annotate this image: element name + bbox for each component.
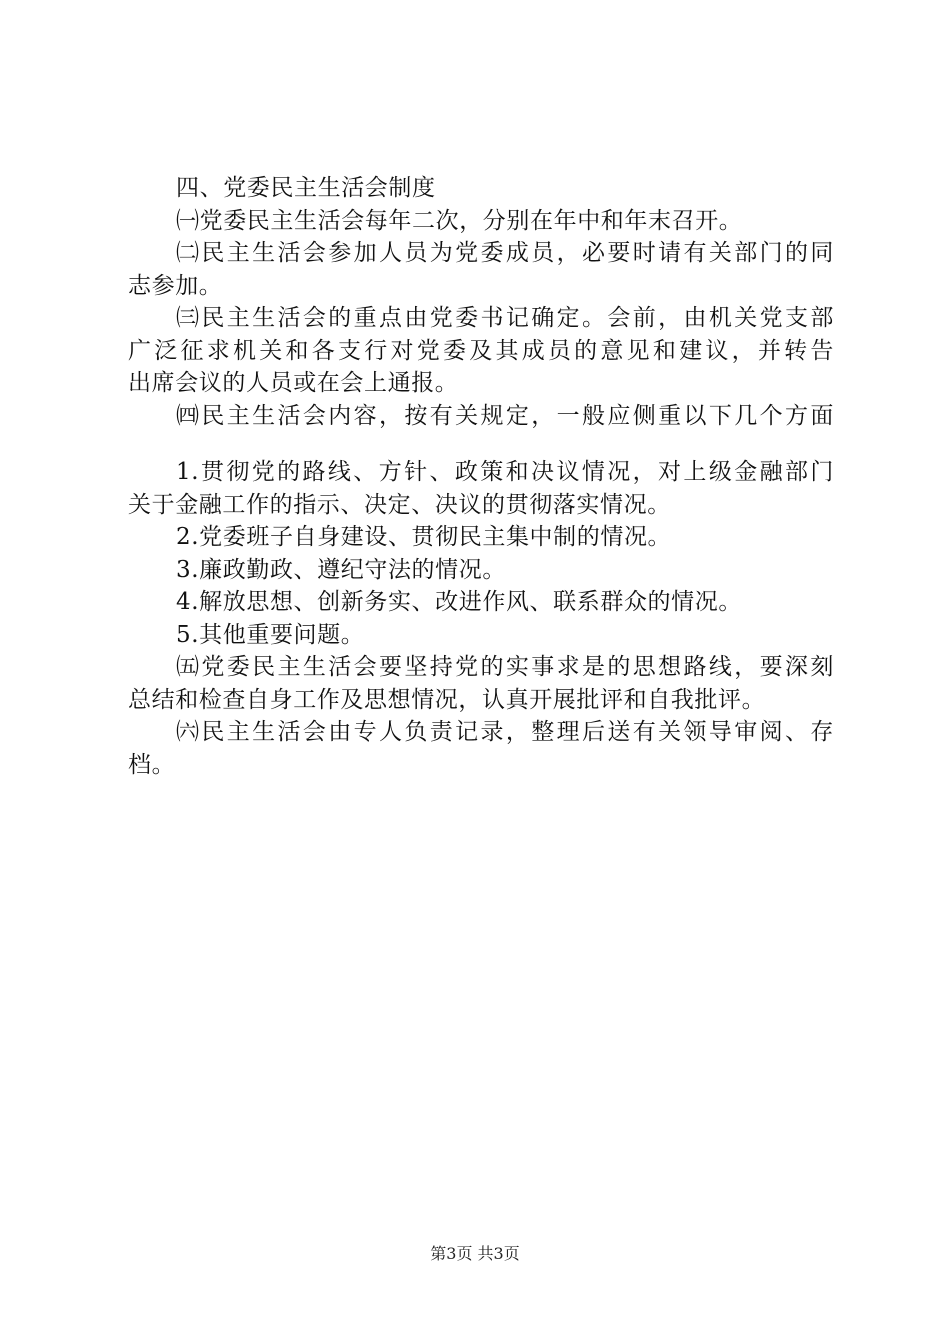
paragraph-line: 出席会议的人员或在会上通报。 <box>128 370 459 396</box>
paragraph-line: ㈢民主生活会的重点由党委书记确定。会前，由机关党支部 <box>176 305 834 331</box>
paragraph-line: ㈣民主生活会内容，按有关规定，一般应侧重以下几个方面 <box>176 402 834 429</box>
document-body <box>128 172 834 781</box>
paragraph-line: 档。 <box>128 751 176 778</box>
list-item-line: 关于金融工作的指示、决定、决议的贯彻落实情况。 <box>128 491 671 518</box>
paragraph-line: ㈤党委民主生活会要坚持党的实事求是的思想路线，要深刻 <box>176 654 834 680</box>
section-heading: 四、党委民主生活会制度 <box>176 175 436 201</box>
paragraph-line: ㈥民主生活会由专人负责记录，整理后送有关领导审阅、存 <box>176 719 834 745</box>
paragraph-line: 总结和检查自身工作及思想情况，认真开展批评和自我批评。 <box>128 686 766 713</box>
list-item-line: 4.解放思想、创新务实、改进作风、联系群众的情况。 <box>176 589 742 615</box>
paragraph-line: ㈠党委民主生活会每年二次，分别在年中和年末召开。 <box>176 207 743 234</box>
list-item-line: 2.党委班子自身建设、贯彻民主集中制的情况。 <box>176 524 672 550</box>
list-item-line: 5.其他重要问题。 <box>176 621 365 648</box>
list-item-line: 3.廉政勤政、遵纪守法的情况。 <box>176 556 506 583</box>
page-number-footer: 第3页 共3页 <box>430 1244 520 1263</box>
paragraph-line: 志参加。 <box>128 272 223 299</box>
paragraph-line: ㈡民主生活会参加人员为党委成员，必要时请有关部门的同 <box>176 240 834 266</box>
paragraph-line: 广泛征求机关和各支行对党委及其成员的意见和建议，并转告 <box>128 337 834 364</box>
paragraph-gap <box>128 432 834 456</box>
list-item-line: 1.贯彻党的路线、方针、政策和决议情况，对上级金融部门 <box>176 459 834 485</box>
